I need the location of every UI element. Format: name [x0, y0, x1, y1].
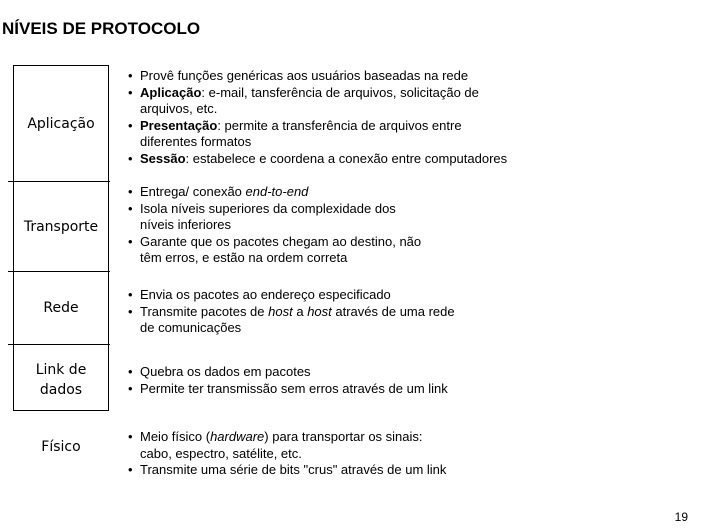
bullet-item: [128, 381, 448, 398]
page-title: NÍVEIS DE PROTOCOLO: [2, 19, 201, 38]
bullet-item: [128, 85, 507, 118]
bullet-text: através de uma rede: [331, 303, 455, 319]
bullet-text: Meio físico (: [140, 429, 211, 444]
page-number: 19: [674, 510, 688, 524]
layer-description-fisico: [128, 429, 446, 479]
bullet-text: Transmite uma série de bits "crus" através de um link: [140, 462, 447, 477]
bullet-text: a: [292, 303, 308, 319]
layer-description-transporte: [128, 184, 421, 267]
bullet-text: hardware: [210, 429, 265, 444]
layer-description-rede: [128, 287, 455, 337]
bullet-item: [128, 184, 421, 201]
bullet-item: [128, 118, 507, 151]
bullet-item: [128, 201, 421, 234]
bullet-item: [128, 462, 446, 479]
bullet-text: têm erros, e estão na ordem correta: [140, 250, 348, 265]
bullet-term: Aplicação: [140, 84, 202, 100]
bullet-item: [128, 68, 507, 85]
bullet-item: [128, 151, 507, 168]
bullet-text: Transmite pacotes de: [140, 303, 269, 319]
bullet-text: diferentes formatos: [140, 134, 252, 149]
layer-description-link-dados: [128, 364, 448, 397]
bullet-text: : estabelece e coordena a conexão entre computadores: [185, 150, 508, 166]
bullet-item: [128, 429, 446, 462]
bullet-text: Quebra os dados em pacotes: [140, 364, 311, 379]
bullet-term: Sessão: [140, 150, 186, 166]
layer-description-aplicacao: [128, 68, 507, 167]
layer-label-aplicacao: Aplicação: [27, 115, 95, 132]
bullet-text: arquivos, etc.: [140, 101, 218, 116]
layer-label-fisico: Físico: [41, 439, 81, 455]
layer-label-transporte: Transporte: [23, 218, 99, 235]
bullet-term: Presentação: [140, 117, 218, 133]
layer-label-rede: Rede: [43, 300, 79, 316]
bullet-text: cabo, espectro, satélite, etc.: [140, 445, 302, 461]
bullet-item: [128, 287, 455, 304]
bullet-text: níveis inferiores: [140, 217, 232, 232]
bullet-text: Permite ter transmissão sem erros através de um link: [140, 380, 448, 396]
bullet-text: Isola níveis superiores da complexidade dos: [140, 200, 396, 216]
bullet-text: end-to-end: [245, 184, 309, 199]
bullet-text: Garante que os pacotes chegam ao destino, não: [140, 233, 422, 249]
layer-label-link-dados: Link de dados: [35, 362, 87, 398]
bullet-text: Entrega/ conexão: [140, 184, 246, 199]
bullet-text: : e-mail, tansferência de arquivos, solicitação de: [201, 84, 479, 100]
bullet-text: de comunicações: [140, 320, 242, 335]
bullet-item: [128, 304, 455, 337]
bullet-text: host: [307, 303, 332, 319]
bullet-text: Provê funções genéricas aos usuários baseadas na rede: [140, 68, 469, 83]
bullet-text: Envia os pacotes ao endereço especificado: [140, 287, 391, 302]
bullet-item: [128, 364, 448, 381]
bullet-text: : permite a transferência de arquivos entre: [217, 117, 462, 133]
bullet-item: [128, 234, 421, 267]
bullet-text: ) para transportar os sinais:: [264, 429, 423, 444]
bullet-text: host: [268, 303, 293, 319]
